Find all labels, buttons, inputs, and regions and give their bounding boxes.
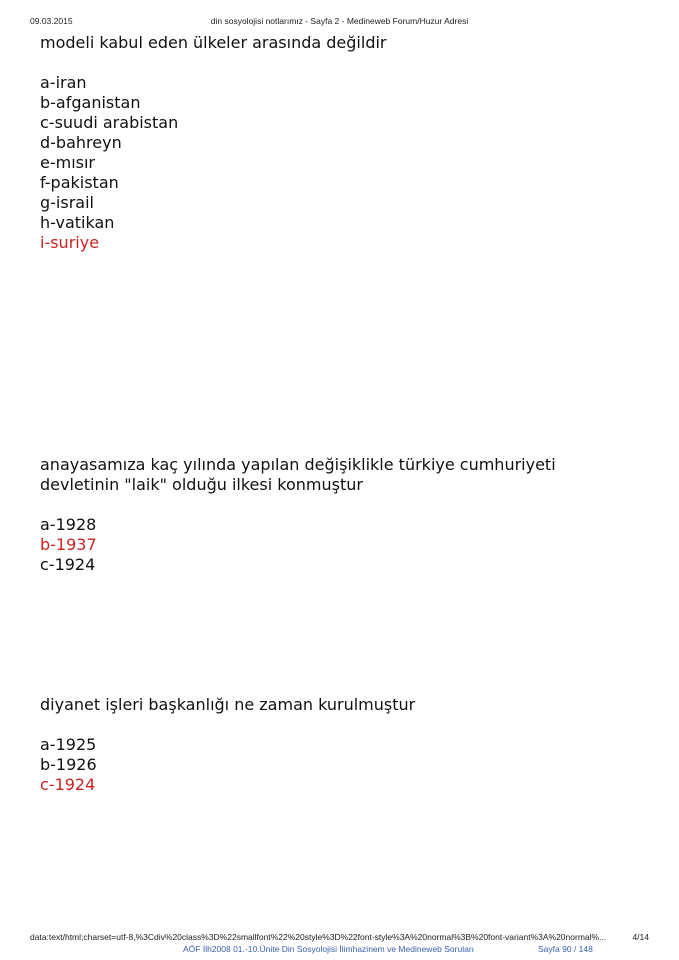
option: h-vatikan (40, 213, 115, 232)
question-block (40, 695, 415, 795)
document-title: AÖF İlh2008 01.-10.Ünite Din Sosyolojisi İlimhazinem ve Medineweb Soruları (183, 944, 475, 954)
question-text: diyanet işleri başkanlığı ne zaman kurulmuştur (40, 695, 416, 714)
print-page-number: 4/14 (632, 932, 649, 942)
print-date: 09.03.2015 (30, 16, 73, 26)
print-source-url: data:text/html;charset=utf-8,%3Cdiv%20class%3D%22smallfont%22%20style%3D%22font-style%3A%20normal%3B%20font-variant%3A%20normal%... (30, 932, 607, 942)
option: c-1924 (40, 555, 96, 574)
option: f-pakistan (40, 173, 119, 192)
option: g-israil (40, 193, 94, 212)
question-text: modeli kabul eden ülkeler arasında değildir (40, 33, 387, 52)
option: d-bahreyn (40, 133, 122, 152)
option: c-suudi arabistan (40, 113, 179, 132)
correct-option: b-1937 (40, 535, 97, 554)
correct-option: i-suriye (40, 233, 100, 252)
option: e-mısır (40, 153, 96, 172)
question-block (40, 455, 556, 575)
option: a-iran (40, 73, 87, 92)
question-text: anayasamıza kaç yılında yapılan değişiklikle türkiye cumhuriyeti (40, 455, 556, 474)
question-text: devletinin "laik" olduğu ilkesi konmuştur (40, 475, 363, 494)
option: a-1925 (40, 735, 97, 754)
question-block (40, 33, 387, 253)
correct-option: c-1924 (40, 775, 96, 794)
document-page-number: Sayfa 90 / 148 (538, 944, 593, 954)
option: a-1928 (40, 515, 97, 534)
option: b-1926 (40, 755, 97, 774)
print-page-title: din sosyolojisi notlarımız - Sayfa 2 - Medineweb Forum/Huzur Adresi (210, 16, 469, 26)
option: b-afganistan (40, 93, 141, 112)
